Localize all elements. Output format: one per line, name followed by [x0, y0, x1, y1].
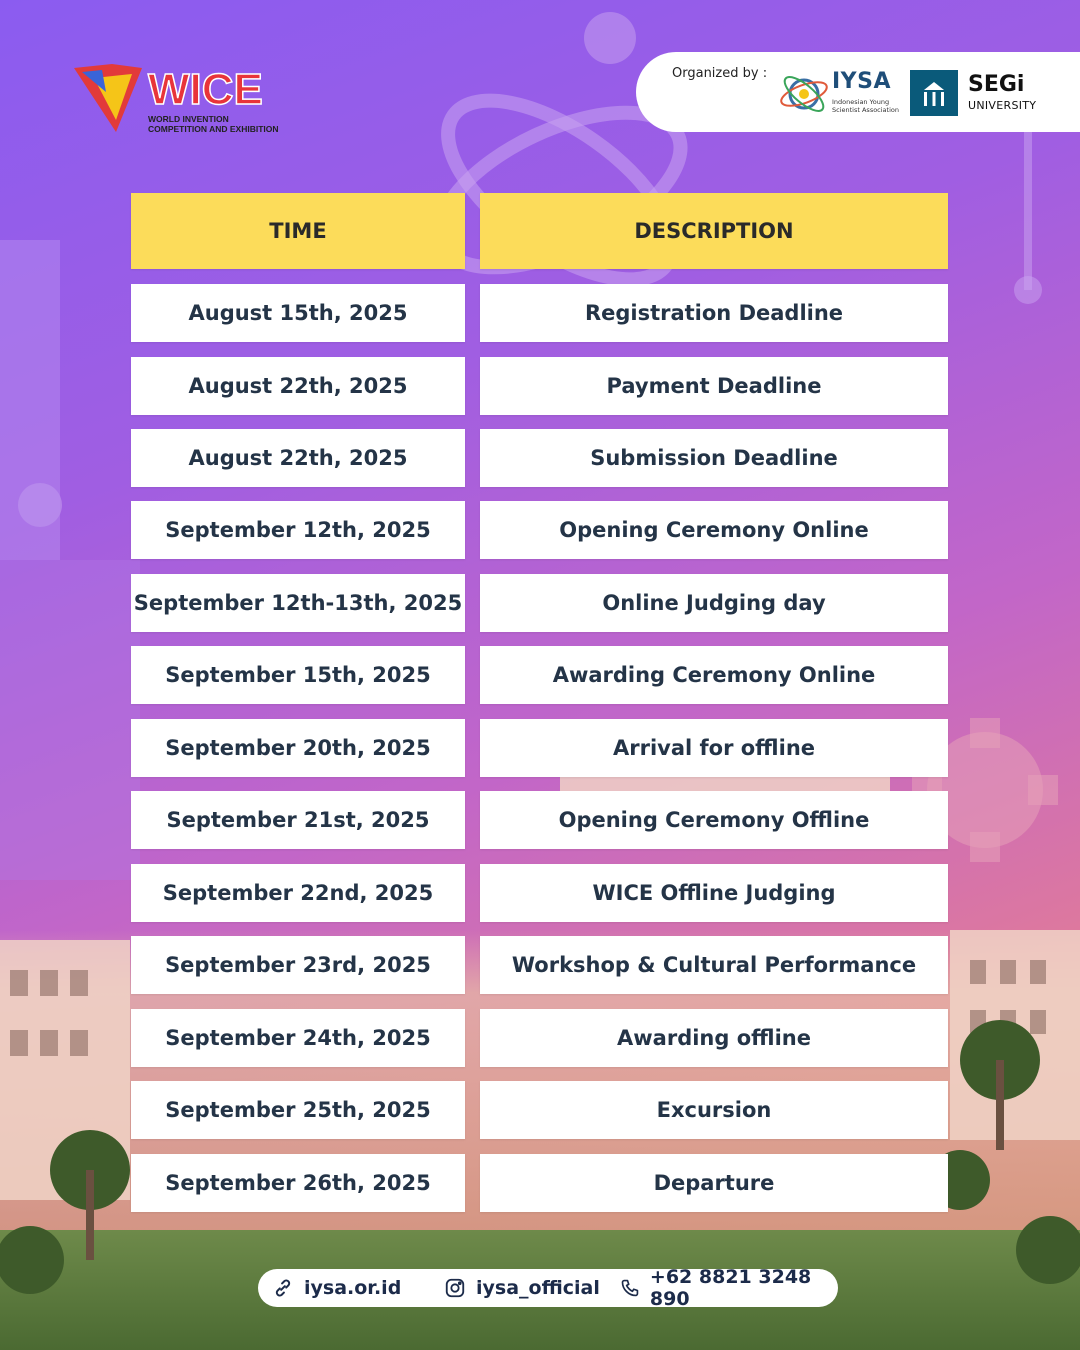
segi-logo-subtitle: UNIVERSITY [968, 99, 1037, 112]
wice-logo-text: WICE [148, 65, 263, 114]
iysa-globe-icon [778, 68, 830, 120]
column-header-time: TIME [131, 193, 465, 269]
organized-by-label: Organized by : [672, 66, 768, 81]
website-text: iysa.or.id [304, 1277, 402, 1299]
table-row-description: Awarding Ceremony Online [480, 646, 948, 704]
iysa-logo-subtitle [832, 98, 912, 114]
phone-link[interactable] [620, 1266, 838, 1310]
table-row-time: September 24th, 2025 [131, 1009, 465, 1067]
iysa-subtitle-line1: Indonesian Young [832, 98, 890, 106]
table-row-time: September 25th, 2025 [131, 1081, 465, 1139]
segi-logo-text: SEGi [968, 72, 1025, 97]
wice-logo [72, 62, 302, 138]
iysa-subtitle-line2: Scientist Association [832, 106, 899, 114]
column-header-description: DESCRIPTION [480, 193, 948, 269]
table-row-description: WICE Offline Judging [480, 864, 948, 922]
instagram-text: iysa_official [476, 1277, 600, 1299]
table-row-time: August 22th, 2025 [131, 357, 465, 415]
table-row-description: Departure [480, 1154, 948, 1212]
table-row-time: September 22nd, 2025 [131, 864, 465, 922]
instagram-link[interactable] [444, 1269, 600, 1307]
website-link[interactable] [272, 1269, 401, 1307]
table-row-description: Submission Deadline [480, 429, 948, 487]
phone-text: +62 8821 3248 890 [649, 1266, 812, 1310]
segi-emblem-icon [910, 70, 958, 116]
table-row-description: Awarding offline [480, 1009, 948, 1067]
table-row-description: Payment Deadline [480, 357, 948, 415]
iysa-logo-text: IYSA [832, 69, 891, 94]
table-row-description: Arrival for offline [480, 719, 948, 777]
table-row-description: Opening Ceremony Online [480, 501, 948, 559]
table-row-time: September 21st, 2025 [131, 791, 465, 849]
wice-logo-subtitle-2: COMPETITION AND EXHIBITION [148, 124, 279, 134]
table-row-description: Opening Ceremony Offline [480, 791, 948, 849]
table-row-time: September 15th, 2025 [131, 646, 465, 704]
contact-bar [258, 1266, 838, 1310]
table-row-time: September 23rd, 2025 [131, 936, 465, 994]
table-row-time: September 12th, 2025 [131, 501, 465, 559]
organizers-panel [636, 52, 1080, 132]
table-row-description: Registration Deadline [480, 284, 948, 342]
table-row-description: Online Judging day [480, 574, 948, 632]
link-icon [272, 1277, 294, 1299]
table-row-description: Workshop & Cultural Performance [480, 936, 948, 994]
table-row-description: Excursion [480, 1081, 948, 1139]
table-row-time: September 20th, 2025 [131, 719, 465, 777]
instagram-icon [444, 1277, 466, 1299]
wice-logo-subtitle-1: WORLD INVENTION [148, 114, 229, 124]
table-row-time: September 26th, 2025 [131, 1154, 465, 1212]
table-row-time: August 22th, 2025 [131, 429, 465, 487]
table-row-time: September 12th-13th, 2025 [131, 574, 465, 632]
table-row-time: August 15th, 2025 [131, 284, 465, 342]
phone-icon [620, 1277, 640, 1299]
